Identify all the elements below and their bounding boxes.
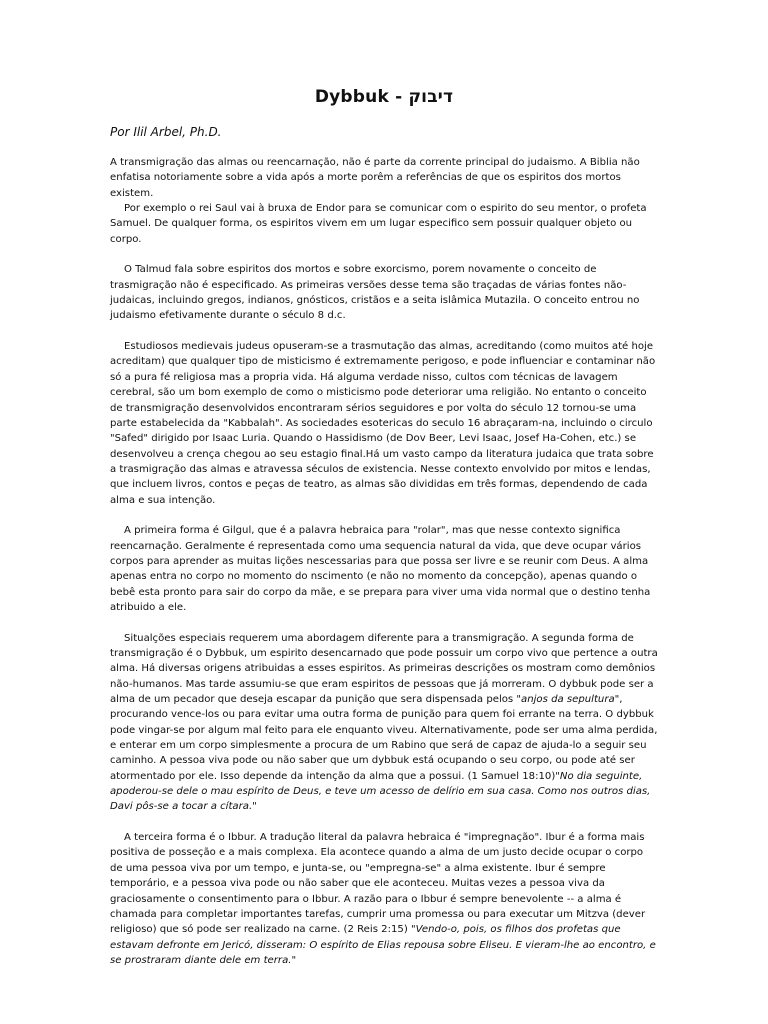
paragraph-3-text: O Talmud fala sobre espiritos dos mortos e sobre exorcismo, porem novamente o conceito de trasmigração não é especificado. As primeiras versões desse tema são traçadas de várias fontes não-judaicas, incluindo gregos, indianos, gnósticos, cristãos e a seita islâmica Mutazila. O conceito entrou no judaismo efetivamente durante o século 8 d.c. bbox=[110, 264, 640, 322]
paragraph-3 bbox=[110, 262, 658, 323]
paragraph-5 bbox=[110, 523, 658, 615]
paragraph-7 bbox=[110, 830, 658, 968]
paragraph-6-text: Situalções especiais requerem uma abordagem diferente para a transmigração. A segunda forma de transmigração é o Dybbuk, um espirito desencarnado que pode possuir um corpo vivo que pertence a outra alma. Há diversas origens atribuidas a esses espiritos. As primeiras descrições os mostram como demônios não-humanos. Mas tarde assumiu-se que eram espiritos de pessoas que já morreram. O dybbuk pode ser a alma de um pecador que deseja escapar da punição que sera dispensada pelos bbox=[110, 632, 658, 706]
paragraph-6 bbox=[110, 631, 658, 815]
paragraph-7-quote: "Vendo-o, pois, os filhos dos profetas que estavam defronte em Jericó, disseram: O espírito de Elias repousa sobre Eliseu. E vieram-lhe ao encontro, e se prostraram diante dele em terra." bbox=[110, 924, 656, 966]
paragraph-6-text-2: , procurando vence-los ou para evitar uma outra forma de punição para quem foi errante na terra. O dybbuk pode vingar-se por algum mal feito para ele enquanto viveu. Alternativamente, pode ser uma alma perdida, e enterar em um corpo simplesmente a procura de um Rabino que será de capaz de ajuda-lo a seguir seu caminho. A pessoa viva pode ou não saber que um dybbuk está ocupando o seu corpo, ou pode até ser atormentado por ele. Isso depende da intenção da alma que a possui. (1 Samuel 18:10) bbox=[110, 694, 658, 782]
paragraph-7-text: A terceira forma é o Ibbur. A tradução literal da palavra hebraica é "impregnação". Ibur é a forma mais positiva de posseção e a mais complexa. Ela acontece quando a alma de um justo decide ocupar o corpo de uma pessoa viva por um tempo, e junta-se, ou "empregna-se" a alma existente. Ibur é sempre temporário, e a pessoa viva pode ou não saber que ele aconteceu. Muitas vezes a pessoa viva da graciosamente o consentimento para o Ibbur. A razão para o Ibbur é sempre benevolente -- a alma é chamada para completar importantes tarefas, cumprir uma promessa ou para executar um Mitzva (dever religioso) que só pode ser realizado na carne. (2 Reis 2:15) bbox=[110, 832, 646, 936]
article-body bbox=[110, 155, 658, 968]
paragraph-5-text: A primeira forma é Gilgul, que é a palavra hebraica para "rolar", mas que nesse contexto significa reencarnação. Geralmente é representada como uma sequencia natural da vida, que deve ocupar vários corpos para aprender as muitas lições nescessarias para que possa ser livre e se reunir com Deus. A alma apenas entra no corpo no momento do nscimento (e não no momento da concepção), apenas quando o bebê esta pronto para sair do corpo da mãe, e se prepara para viver uma vida normal que o destino tenha atribuido a ele. bbox=[110, 525, 651, 613]
document-title: Dybbuk - דיבוק bbox=[314, 87, 454, 107]
paragraph-6-quote-1: "anjos da sepultura" bbox=[516, 694, 620, 706]
paragraph-1-text: A transmigração das almas ou reencarnação, não é parte da corrente principal do judaismo. A Biblia não enfatisa notoriamente sobre a vida após a morte porêm a referências de que os espiritos dos mortos existem. bbox=[110, 157, 640, 199]
author-line: Por Ilil Arbel, Ph.D. bbox=[110, 125, 222, 139]
paragraph-2 bbox=[110, 201, 658, 247]
paragraph-2-text: Por exemplo o rei Saul vai à bruxa de Endor para se comunicar com o espirito do seu mentor, o profeta Samuel. De qualquer forma, os espiritos vivem em um lugar especifico sem possuir qualquer objeto ou corpo. bbox=[110, 203, 647, 245]
paragraph-6-quote-2: "No dia seguinte, apoderou-se dele o mau espírito de Deus, e teve um acesso de delírio em sua casa. Como nos outros dias, Davi pôs-se a tocar a cítara." bbox=[110, 770, 651, 813]
paragraph-4 bbox=[110, 339, 658, 508]
paragraph-1 bbox=[110, 155, 658, 201]
paragraph-4-text: Estudiosos medievais judeus opuseram-se a trasmutação das almas, acreditando (como muitos até hoje acreditam) que qualquer tipo de misticismo é extremamente perigoso, e pode influenciar e contaminar não só a pura fé religiosa mas a propria vida. Há alguma verdade nisso, cultos com técnicas de lavagem cerebral, são um bom exemplo de como o misticismo pode deteriorar uma religião. No entanto o conceito de transmigração desenvolvidos encontraram sérios seguidores e por volta do século 12 tornou-se uma parte estabelecida da "Kabbalah". As sociedades esotericas do seculo 16 abraçaram-na, incluindo o circulo "Safed" dirigido por Isaac Luria. Quando o Hassidismo (de Dov Beer, Levi Isaac, Josef Ha-Cohen, etc.) se desenvolveu a crença chegou ao seu estagio final.Há um vasto campo da literatura judaica que trata sobre a trasmigração das almas e atravessa séculos de existencia. Nesse contexto envolvido por mitos e lendas, que incluem livros, contos e peças de teatro, as almas são divididas em três formas, dependendo de cada alma e sua intenção. bbox=[110, 341, 656, 506]
